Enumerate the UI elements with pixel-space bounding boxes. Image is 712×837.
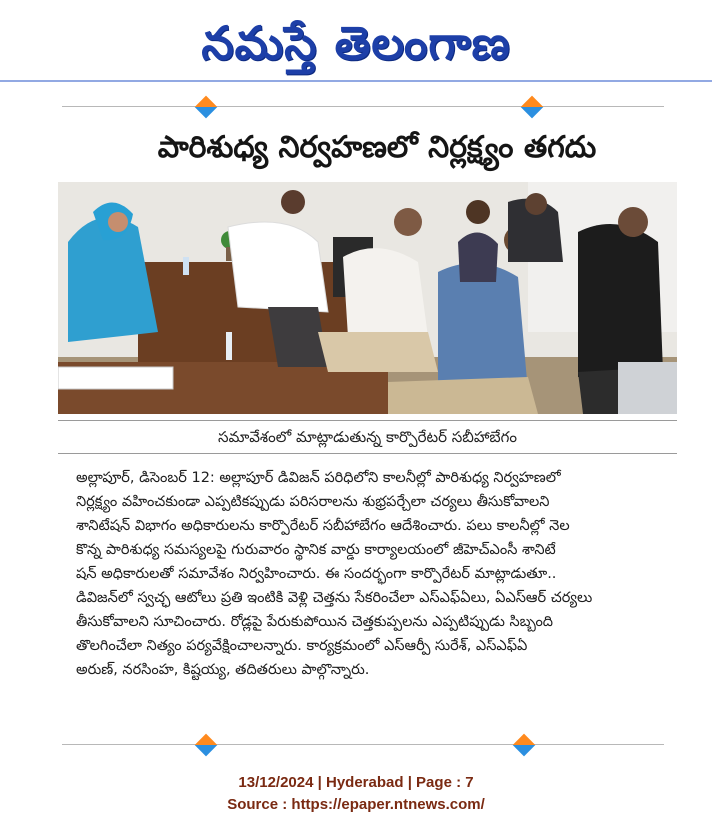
article-line: శానిటేషన్ విభాగం అధికారులను కార్పొరేటర్ సబీహాబేగం ఆదేశించారు. పలు కాలనీల్లో నెల — [76, 518, 570, 534]
divider-line — [62, 744, 664, 745]
masthead — [0, 4, 712, 84]
article-line: షన్ అధికారులతో సమావేశం నిర్వహించారు. ఈ సందర్భంగా కార్పొరేటర్ మాట్లాడుతూ.. — [76, 566, 557, 582]
masthead-rule — [0, 80, 712, 82]
diamond-ornament-icon — [195, 96, 218, 119]
article-body — [76, 466, 686, 682]
article-line: తొలగించేలా నిత్యం పర్యవేక్షించాలన్నారు. కార్యక్రమంలో ఎస్ఆర్పీ సురేశ్, ఎస్ఎఫ్ఏ — [76, 638, 528, 654]
top-divider — [0, 96, 712, 118]
article-line: డివిజన్‌లో స్వచ్ఛ ఆటోలు ప్రతి ఇంటికి వెళ్లి చెత్తను సేకరించేలా ఎస్ఎఫ్ఏలు, ఏఎస్ఆర్ చర్యలు — [76, 590, 593, 606]
source-link[interactable]: Source : https://epaper.ntnews.com/ — [227, 796, 485, 813]
article-headline: పారిశుధ్య నిర్వహణలో నిర్లక్ష్యం తగదు — [157, 130, 597, 165]
article-line: అరుణ్, నరసింహ, కిష్టయ్య, తదితరులు పాల్గొన్నారు. — [76, 662, 370, 678]
divider-line — [62, 106, 664, 107]
diamond-ornament-icon — [195, 734, 218, 757]
article-line: నిర్లక్ష్యం వహించకుండా ఎప్పటికప్పుడు పరిసరాలను శుభ్రపర్చేలా చర్యలు తీసుకోవాలని — [76, 494, 550, 510]
newspaper-logo: నమస్తే తెలంగాణ — [201, 16, 511, 70]
article-line: అల్లాపూర్, డిసెంబర్ 12: అల్లాపూర్ డివిజన్ పరిధిలోని కాలనీల్లో పారిశుధ్య నిర్వహణలో — [76, 470, 561, 486]
article-line: తీసుకోవాలని సూచించారు. రోడ్లపై పేరుకుపోయిన చెత్తకుప్పలను ఎప్పటిప్పుడు సిబ్బంది — [76, 614, 554, 630]
edition-info: 13/12/2024 | Hyderabad | Page : 7 — [238, 774, 474, 791]
diamond-ornament-icon — [513, 734, 536, 757]
bottom-divider — [0, 734, 712, 756]
photo-caption: సమావేశంలో మాట్లాడుతున్న కార్పొరేటర్ సబీహాబేగం — [58, 420, 677, 454]
meeting-photo-illustration — [58, 182, 677, 414]
diamond-ornament-icon — [521, 96, 544, 119]
article-line: కొన్న పారిశుధ్య సమస్యలపై గురువారం స్థానిక వార్డు కార్యాలయంలో జీహెచ్ఎంసీ శానిటే — [76, 542, 556, 558]
page-footer — [0, 772, 712, 816]
article-photo — [58, 182, 677, 414]
